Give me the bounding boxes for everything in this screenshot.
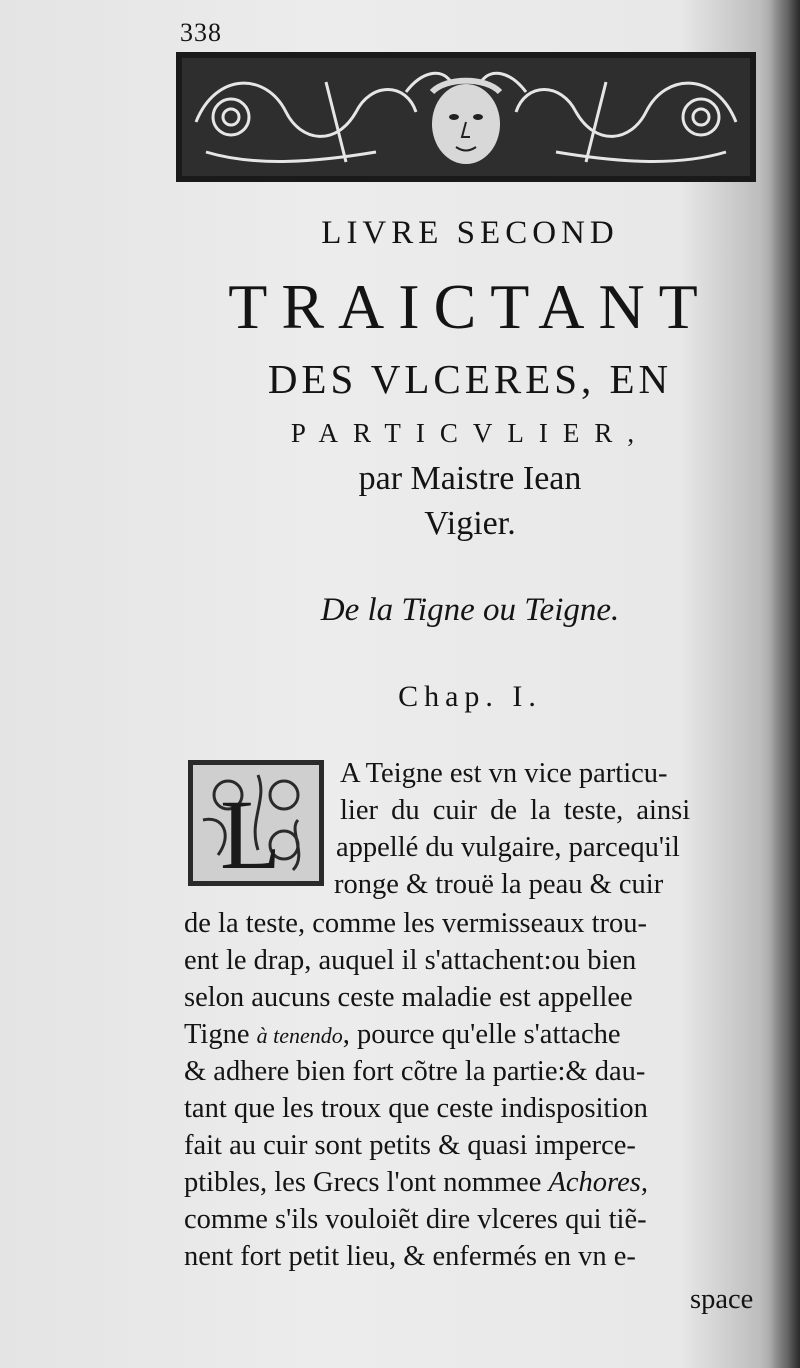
ornamental-headpiece [176, 52, 756, 182]
body-line-4: ronge & trouë la peau & cuir [334, 869, 664, 900]
body-line-6: ent le drap, auquel il s'attachent:ou bien [184, 945, 637, 976]
decorated-initial-l [188, 760, 324, 886]
body-line-2: lier du cuir de la teste, ainsi [340, 795, 691, 826]
body-line-14: nent fort petit lieu, & enfermés en vn e- [184, 1241, 636, 1272]
title-line-des-vlceres: DES VLCERES, EN [267, 356, 673, 402]
title-line-livre-second: LIVRE SECOND [321, 215, 619, 251]
page-number: 338 [180, 18, 222, 47]
body-line-12-start: ptibles, les Grecs l'ont nommee [184, 1167, 542, 1198]
body-line-3: appellé du vulgaire, parcequ'il [336, 832, 680, 863]
body-line-8 [184, 1021, 621, 1050]
greek-term-achores: Achores, [548, 1167, 648, 1198]
author-line-1: par Maistre Iean [358, 460, 582, 497]
title-line-traictant: TRAICTANT [228, 271, 712, 342]
drop-cap-letter: L [220, 779, 282, 886]
body-line-8-start: Tigne [184, 1019, 250, 1050]
body-line-5: de la teste, comme les vermisseaux trou- [184, 908, 647, 939]
section-subtitle: De la Tigne ou Teigne. [320, 592, 620, 628]
author-line-2: Vigier. [424, 505, 516, 542]
body-line-9: & adhere bien fort cõtre la partie:& dau- [184, 1056, 646, 1087]
catchword: space [690, 1284, 754, 1315]
body-line-10: tant que les troux que ceste indisposition [184, 1093, 648, 1124]
body-line-7: selon aucuns ceste maladie est appellee [184, 982, 633, 1013]
body-line-13: comme s'ils vouloiẽt dire vlceres qui tiẽ- [184, 1204, 647, 1235]
latin-phrase-a-tenendo: à tenendo [256, 1023, 343, 1048]
chapter-heading: Chap. I. [398, 680, 542, 713]
body-line-12 [184, 1169, 648, 1198]
body-line-11: fait au cuir sont petits & quasi imperce- [184, 1130, 636, 1161]
body-line-1: A Teigne est vn vice particu- [340, 758, 668, 789]
title-line-particulier: PARTICVLIER, [290, 418, 650, 448]
body-line-8-end: , pource qu'elle s'attache [342, 1019, 621, 1050]
